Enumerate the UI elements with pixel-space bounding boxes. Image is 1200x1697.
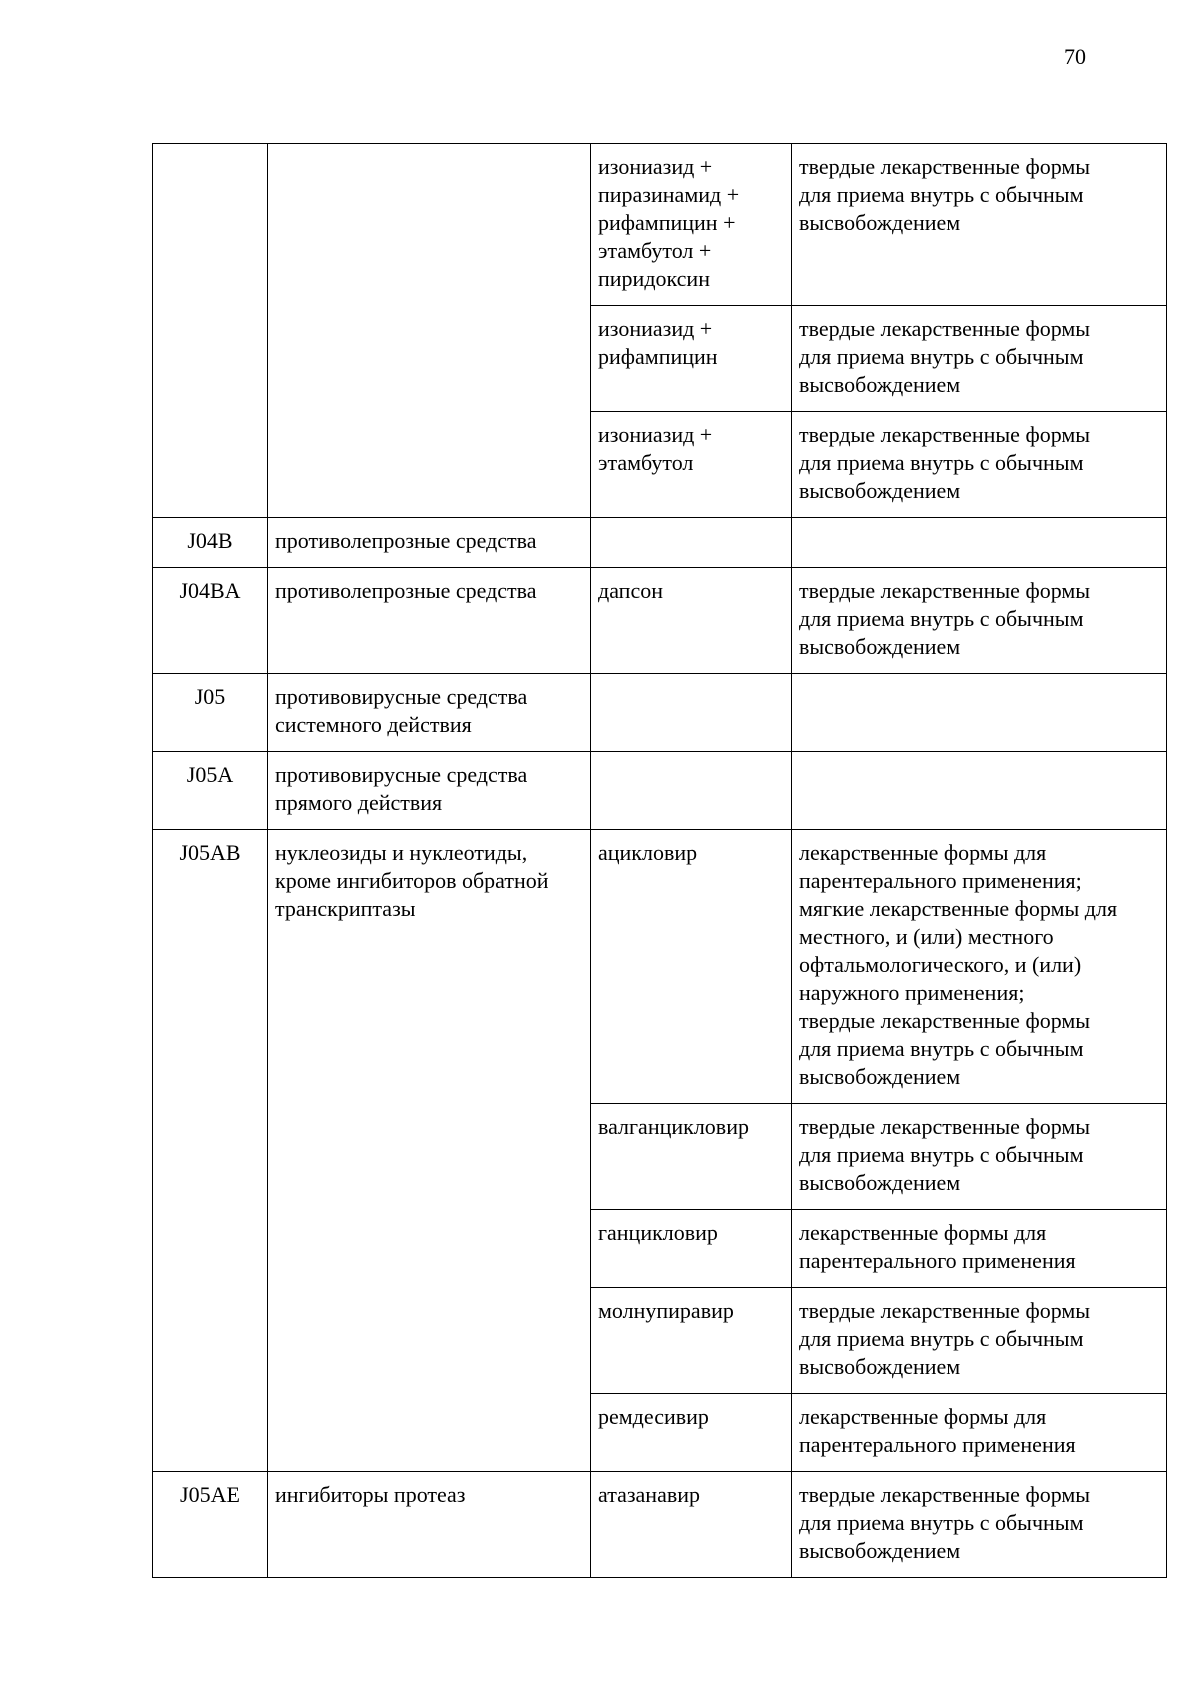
drug-name-cell: молнупиравир: [591, 1288, 792, 1394]
drug-name-cell: ганцикловир: [591, 1210, 792, 1288]
dosage-form-cell: [792, 518, 1167, 568]
atc-code-cell: J05: [153, 674, 268, 752]
atc-code-cell: J04B: [153, 518, 268, 568]
atc-code-cell: J05AE: [153, 1472, 268, 1578]
drug-name-cell: изониазид + пиразинамид + рифампицин + этамбутол + пиридоксин: [591, 144, 792, 306]
drug-name-cell: атазанавир: [591, 1472, 792, 1578]
group-name-cell: противолепрозные средства: [268, 568, 591, 674]
table-row: [153, 1472, 1167, 1578]
group-name-cell: ингибиторы протеаз: [268, 1472, 591, 1578]
dosage-form-cell: твердые лекарственные формы для приема внутрь с обычным высвобождением: [792, 1472, 1167, 1578]
atc-code-cell: [153, 144, 268, 518]
drug-name-cell: [591, 752, 792, 830]
table-row: [153, 830, 1167, 1104]
dosage-form-cell: твердые лекарственные формы для приема внутрь с обычным высвобождением: [792, 306, 1167, 412]
table-row: [153, 144, 1167, 306]
drug-name-cell: [591, 518, 792, 568]
atc-code-cell: J05A: [153, 752, 268, 830]
dosage-form-cell: твердые лекарственные формы для приема внутрь с обычным высвобождением: [792, 568, 1167, 674]
group-name-cell: нуклеозиды и нуклеотиды, кроме ингибиторов обратной транскриптазы: [268, 830, 591, 1472]
atc-code-cell: J04BA: [153, 568, 268, 674]
dosage-form-cell: твердые лекарственные формы для приема внутрь с обычным высвобождением: [792, 144, 1167, 306]
drug-name-cell: ацикловир: [591, 830, 792, 1104]
page-number: 70: [1064, 44, 1086, 69]
dosage-form-cell: твердые лекарственные формы для приема внутрь с обычным высвобождением: [792, 412, 1167, 518]
group-name-cell: противолепрозные средства: [268, 518, 591, 568]
group-name-cell: противовирусные средства прямого действия: [268, 752, 591, 830]
drug-name-cell: валганцикловир: [591, 1104, 792, 1210]
dosage-form-cell: [792, 752, 1167, 830]
drug-name-cell: изониазид + этамбутол: [591, 412, 792, 518]
table-row: [153, 674, 1167, 752]
dosage-form-cell: лекарственные формы для парентерального применения: [792, 1394, 1167, 1472]
table-row: [153, 568, 1167, 674]
drug-name-cell: изониазид + рифампицин: [591, 306, 792, 412]
dosage-form-cell: лекарственные формы для парентерального применения; мягкие лекарственные формы для местного, и (или) местного офтальмологического, и (или) наружного применения; твердые лекарственные формы для приема внутрь с обычным высвобождением: [792, 830, 1167, 1104]
dosage-form-cell: твердые лекарственные формы для приема внутрь с обычным высвобождением: [792, 1104, 1167, 1210]
drug-name-cell: ремдесивир: [591, 1394, 792, 1472]
drug-name-cell: [591, 674, 792, 752]
dosage-form-cell: [792, 674, 1167, 752]
group-name-cell: противовирусные средства системного действия: [268, 674, 591, 752]
table-row: [153, 518, 1167, 568]
table-row: [153, 752, 1167, 830]
dosage-form-cell: твердые лекарственные формы для приема внутрь с обычным высвобождением: [792, 1288, 1167, 1394]
drug-classification-table: [152, 143, 1167, 1578]
atc-code-cell: J05AB: [153, 830, 268, 1472]
dosage-form-cell: лекарственные формы для парентерального применения: [792, 1210, 1167, 1288]
drug-name-cell: дапсон: [591, 568, 792, 674]
group-name-cell: [268, 144, 591, 518]
